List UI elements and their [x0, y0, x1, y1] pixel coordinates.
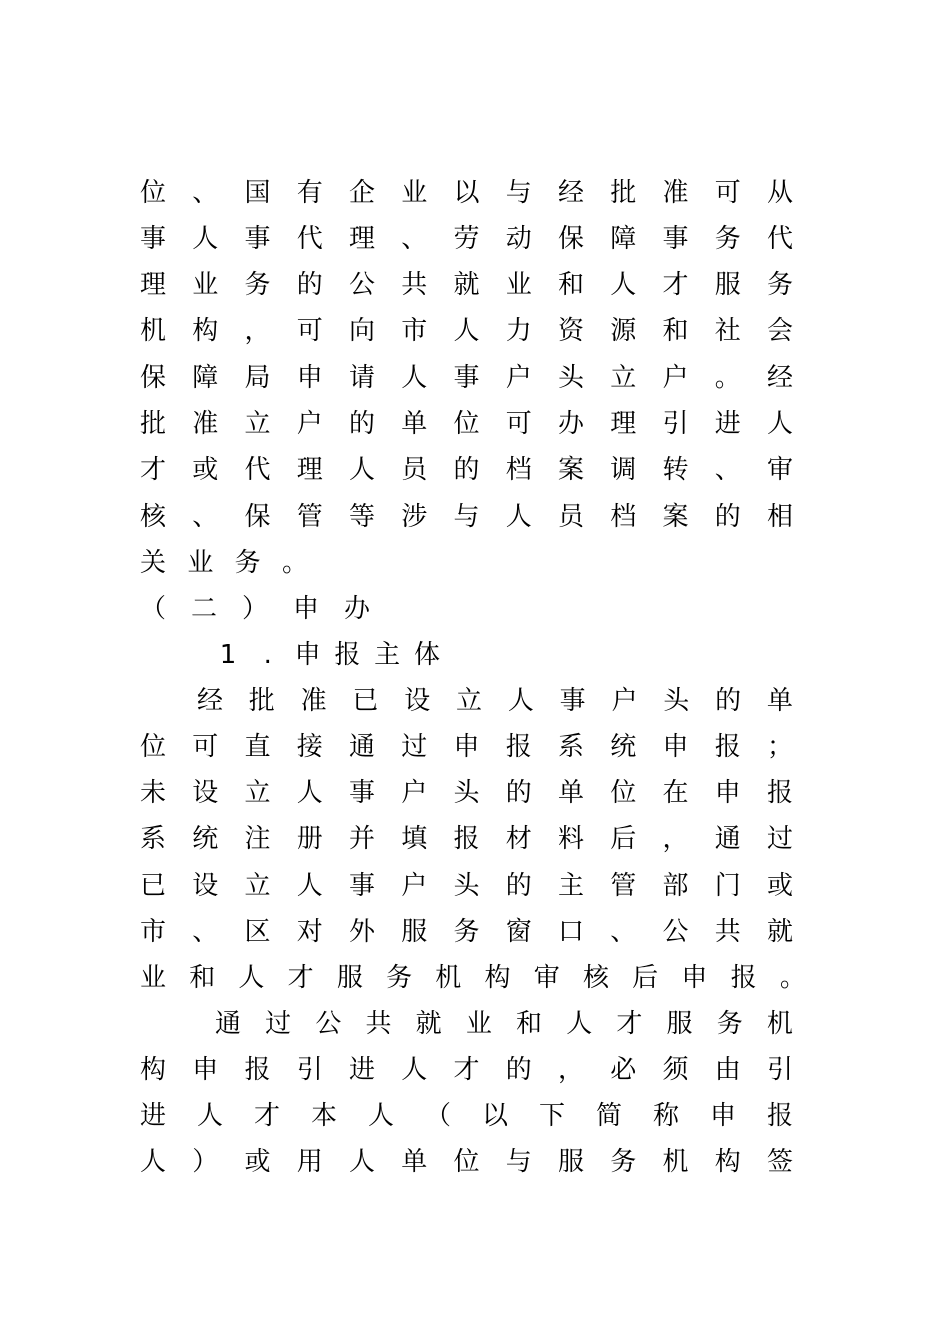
- text-line: 机 构 ， 可 向 市 人 力 资 源 和 社 会: [139, 316, 793, 346]
- text-line: 理 业 务 的 公 共 就 业 和 人 才 服 务: [139, 270, 793, 300]
- text-line: 人 ） 或 用 人 单 位 与 服 务 机 构 签: [139, 1147, 793, 1177]
- text-line: 核 、 保 管 等 涉 与 人 员 档 案 的 相: [139, 502, 793, 532]
- text-line: 关 业 务 。: [139, 548, 308, 578]
- text-line: 才 或 代 理 人 员 的 档 案 调 转 、 审: [139, 455, 793, 485]
- text-line: 事 人 事 代 理 、 劳 动 保 障 事 务 代: [139, 224, 793, 254]
- text-line: 构 申 报 引 进 人 才 的 ， 必 须 由 引: [139, 1055, 793, 1085]
- text-line: 批 准 立 户 的 单 位 可 办 理 引 进 人: [139, 409, 793, 439]
- text-line: 已 设 立 人 事 户 头 的 主 管 部 门 或: [139, 871, 793, 901]
- text-line: 位 可 直 接 通 过 申 报 系 统 申 报 ；: [139, 732, 793, 762]
- text-line: 市 、 区 对 外 服 务 窗 口 、 公 共 就: [139, 917, 793, 947]
- text-line: 保 障 局 申 请 人 事 户 头 立 户 。 经: [139, 363, 793, 393]
- text-line: 未 设 立 人 事 户 头 的 单 位 在 申 报: [139, 778, 793, 808]
- text-line: 业 和 人 才 服 务 机 构 审 核 后 申 报 。: [139, 963, 806, 993]
- text-line: 通 过 公 共 就 业 和 人 才 服 务 机: [214, 1009, 793, 1039]
- text-line: （ 二 ） 申 办: [139, 594, 370, 624]
- text-line: 位 、 国 有 企 业 以 与 经 批 准 可 从: [139, 178, 793, 208]
- text-line: 经 批 准 已 设 立 人 事 户 头 的 单: [196, 686, 793, 716]
- text-line: 系 统 注 册 并 填 报 材 料 后 ， 通 过: [139, 824, 793, 854]
- text-line: 1 . 申 报 主 体: [219, 640, 440, 670]
- text-line: 进 人 才 本 人 （ 以 下 简 称 申 报: [139, 1101, 793, 1131]
